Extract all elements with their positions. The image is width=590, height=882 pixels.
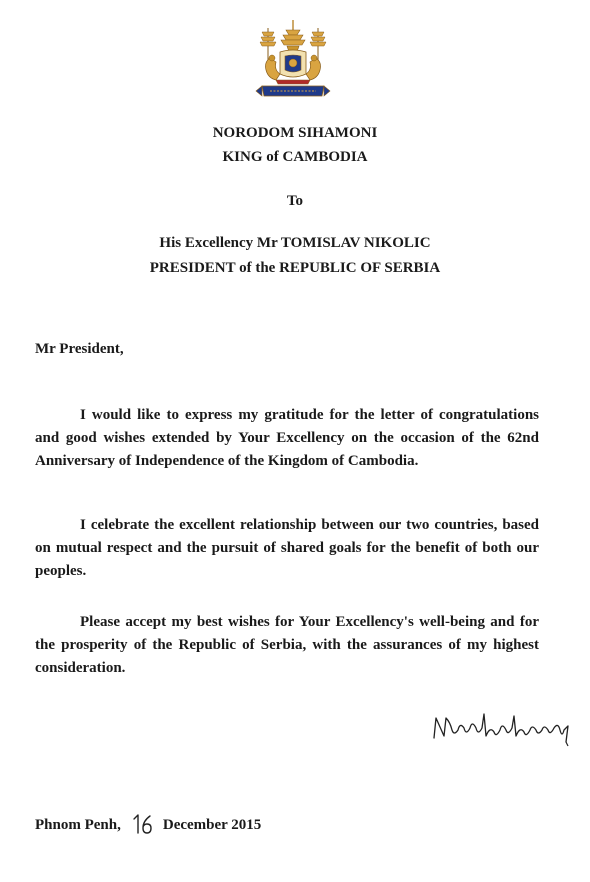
to-label: To xyxy=(286,193,304,209)
closing-date: December 2015 xyxy=(162,817,262,833)
handwritten-day-icon xyxy=(129,813,155,835)
body-paragraph-2: I celebrate the excellent relationship between our two countries, based on mutual respect and the pursuit of shared goals for the benefit of both our peoples. xyxy=(35,517,539,579)
body-paragraph-1: I would like to express my gratitude for the letter of congratulations and good wishes extended by Your Excellency on the occasion of the 62nd Anniversary of Independence of the Kingdom of Cambodia. xyxy=(35,407,539,469)
sender-name: NORODOM SIHAMONI xyxy=(212,125,378,141)
handwritten-signature-icon xyxy=(430,708,580,748)
sender-title: KING of CAMBODIA xyxy=(222,149,368,165)
royal-arms-of-cambodia-icon xyxy=(250,18,336,102)
recipient-title: PRESIDENT of the REPUBLIC OF SERBIA xyxy=(149,260,441,276)
recipient-name: His Excellency Mr TOMISLAV NIKOLIC xyxy=(159,235,431,251)
body-paragraph-3: Please accept my best wishes for Your Excellency's well-being and for the prosperity of the Republic of Serbia, with the assurances of my highest consideration. xyxy=(35,614,539,676)
closing-place: Phnom Penh, xyxy=(35,817,121,833)
salutation: Mr President, xyxy=(35,341,124,357)
closing-line xyxy=(35,813,261,835)
